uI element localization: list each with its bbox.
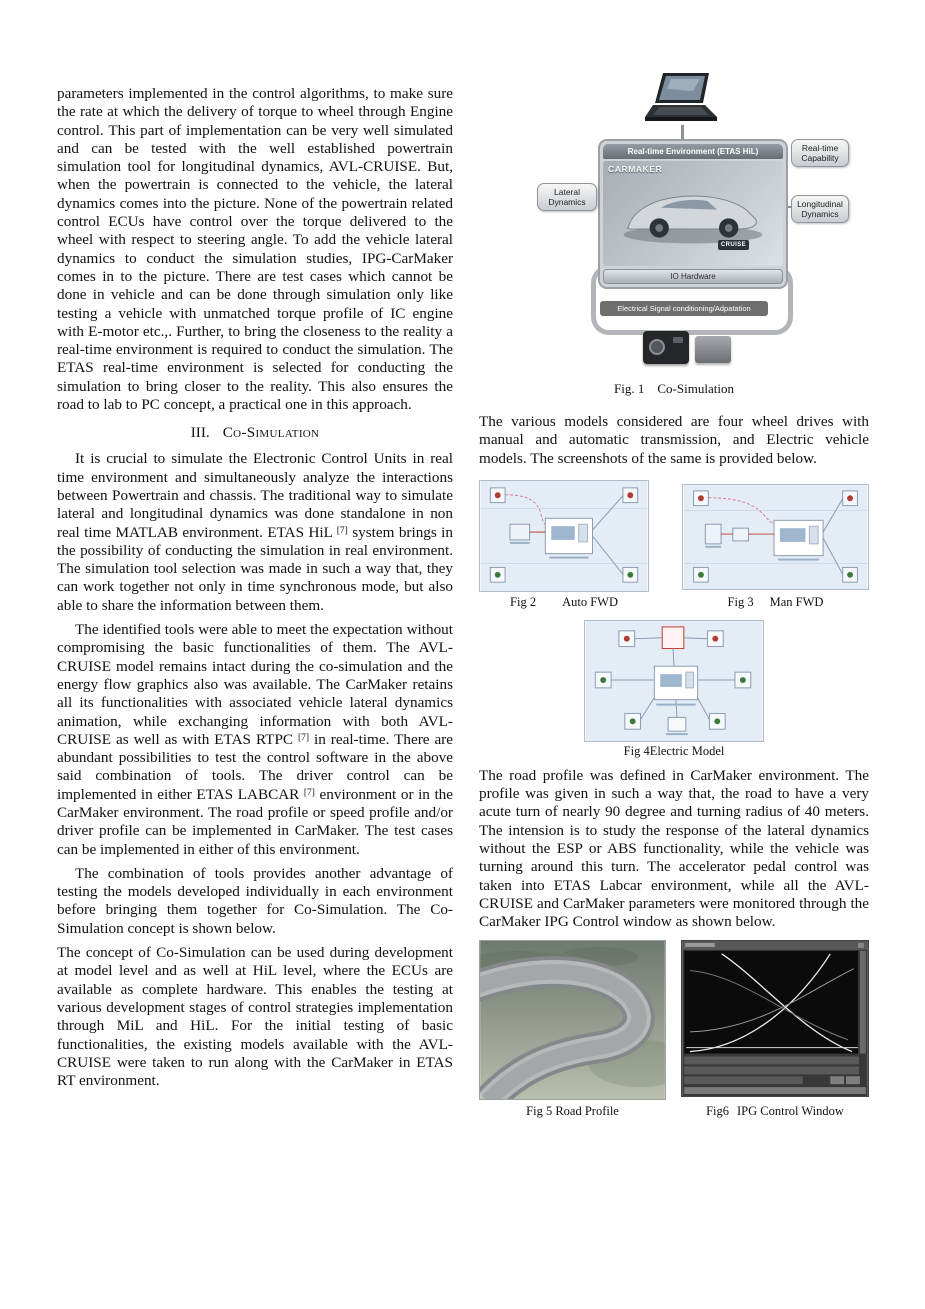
citation-ref-7: [7]	[303, 787, 315, 798]
electrical-signal-label: Electrical Signal conditioning/Adpatation	[600, 301, 768, 316]
figure-6-title: IPG Control Window	[737, 1103, 844, 1118]
paragraph-powertrain: parameters implemented in the control algorithms, to make sure the rate at which the delivery of torque to wheel through Engine control. This part of implementation can be very well simulated and can be tested with the well established powertrain simulation tool for longitudinal dynamics, AVL-CRUISE. But, when the powertrain is connected to the vehicle, the lateral dynamics comes into the picture. None of the powertrain related control ECUs have control over the torque delivered to the wheel with respect to steering angle. To add the vehicle lateral dynamics to conduct the simulation studies, IPG-CarMaker comes in to the picture. There are test cases which cannot be done in vehicle and can be done through simulation only like testing a vehicle with unmatched torque profile of IC engine with E-motor etc.,. Further, to bring the closeness to the reality a real-time environment is required to conduct the simulation. The ETAS real-time environment is selected for conducting the simulation to bring closer to the reality. This also ensures the road to lab to PC concept, a practical one in this approach.	[57, 85, 453, 414]
camera-flash-icon	[673, 337, 683, 343]
figure-1-cosimulation-diagram	[479, 73, 869, 373]
figure-2-title: Auto FWD	[562, 594, 618, 609]
figure-4-screenshot	[584, 620, 764, 742]
ipg-control-window-graphic	[682, 941, 868, 1096]
camera-device-icon	[643, 331, 689, 364]
figure-2-3-row	[479, 480, 869, 592]
figure-6-ipg-control-window-image	[681, 940, 869, 1097]
right-column	[479, 73, 869, 1119]
camera-lens-icon	[649, 339, 665, 355]
figure-4-caption	[584, 744, 764, 759]
ecu-device-icon	[695, 336, 731, 363]
text-run: It is crucial to simulate the Electronic Control Units in real time environment and simultaneously analyze the interactions between Powertrain and chassis. The traditional way to simulate lateral and longitudinal dynamics was done standalone in non real time MATLAB environment. ETAS HiL	[57, 450, 453, 541]
auto-fwd-model-graphic	[480, 481, 648, 591]
figure-6-caption	[681, 1104, 869, 1119]
text-run: system brings in the possibility of conducting the simulation in real environment. The simulation tool selection was made in such a way that, they can work together not only in time synchronous mode, but also able to share the information between them.	[57, 523, 453, 614]
figure-2-caption	[479, 595, 649, 610]
section-heading-cosimulation	[57, 424, 453, 442]
laptop-graphic	[645, 73, 719, 129]
figure-5-6-row	[479, 940, 869, 1100]
text-run: environment or in the CarMaker environment. The road profile or speed profile and/or driver profile can be implemented in CarMaker. The test cases can be implemented in either of this environment.	[57, 785, 454, 858]
carmaker-screen	[603, 161, 783, 266]
figure-4-title: Electric Model	[649, 743, 725, 758]
hil-monitor-frame	[598, 139, 788, 289]
section-title: Co-Simulation	[222, 424, 320, 442]
laptop-connector-line	[681, 125, 684, 140]
carmaker-label: CARMAKER	[608, 164, 663, 174]
paragraph-crucial	[57, 450, 453, 615]
cruise-badge: CRUISE	[718, 240, 749, 250]
longitudinal-dynamics-callout: Longitudinal Dynamics	[791, 195, 849, 223]
citation-ref-7: [7]	[297, 732, 310, 743]
io-hardware-label: IO Hardware	[603, 269, 783, 284]
paragraph-models: The various models considered are four wheel drives with manual and automatic transmission, and Electric vehicle models. The screenshots of the same is provided below.	[479, 413, 869, 467]
figure-1-number: Fig. 1	[614, 381, 645, 396]
figure-2-auto-fwd-screenshot	[479, 480, 649, 592]
figure-5-caption: Fig 5 Road Profile	[526, 1103, 619, 1118]
man-fwd-model-graphic	[683, 485, 868, 589]
paragraph-concept: The concept of Co-Simulation can be used during development at model level and as well at HiL level, where the ECUs are available as complete hardware. This enables the testing at various development stages of control strategies implementation through MiL and HiL. For the initial testing of basic functionalities, the existing models available with the AVL-CRUISE were taken to run along with the CarMaker in ETAS RT environment.	[57, 944, 453, 1090]
left-column	[57, 85, 453, 1090]
figure-3-number: Fig 3	[727, 594, 754, 609]
figure-4-electric-model	[584, 620, 764, 759]
lateral-dynamics-callout: Lateral Dynamics	[537, 183, 597, 211]
figure-1-title: Co-Simulation	[657, 381, 734, 396]
paragraph-road-profile: The road profile was defined in CarMaker environment. The profile was given in such a way that, the road to have a very acute turn of nearly 90 degree and turning radius of 40 meters. The intension is to study the response of the lateral dynamics without the ESP or ABS functionality, while the vehicle was turning around this turn. The accelerator pedal control was taken into ETAS Labcar environment, while all the AVL-CRUISE and CarMaker parameters were monitored through the CarMaker IPG Control window as shown below.	[479, 766, 869, 931]
figure-2-3-captions	[479, 595, 869, 610]
car-graphic	[611, 173, 775, 248]
figure-1-caption	[479, 381, 869, 397]
realtime-environment-label: Real-time Environment (ETAS HiL)	[603, 144, 783, 159]
figure-5-6-captions	[479, 1104, 869, 1119]
section-number: III.	[190, 424, 210, 442]
figure-3-man-fwd-screenshot	[682, 484, 869, 590]
text-run: in real-time. There are abundant possibilities to test the control software in the above said combination of tools. The driver control can be implemented in either ETAS LABCAR	[57, 730, 453, 803]
figure-4-number: Fig 4	[623, 743, 650, 758]
citation-ref-7: [7]	[336, 525, 348, 536]
figure-6-number: Fig6	[706, 1103, 729, 1118]
figure-3-caption	[682, 595, 869, 610]
paragraph-combination: The combination of tools provides another advantage of testing the models developed individually in each environment before bringing them together for Co-Simulation. The Co-Simulation concept is shown below.	[57, 864, 453, 937]
realtime-capability-callout: Real-time Capability	[791, 139, 849, 167]
paragraph-identified-tools	[57, 621, 453, 859]
figure-5-road-profile-image	[479, 940, 666, 1100]
text-run: The identified tools were able to meet the expectation without compromising the basic functionalities of them. The AVL-CRUISE model remains intact during the co-simulation and the energy flow graphics also was available. The CarMaker retains all its functionalities with associated vehicle lateral dynamics animation, while exchanging information with both AVL-CRUISE as well as with ETAS RTPC	[57, 621, 453, 748]
electric-model-graphic	[585, 621, 763, 741]
figure-2-number: Fig 2	[510, 594, 537, 609]
figure-3-title: Man FWD	[769, 594, 824, 609]
road-profile-graphic	[480, 941, 665, 1099]
